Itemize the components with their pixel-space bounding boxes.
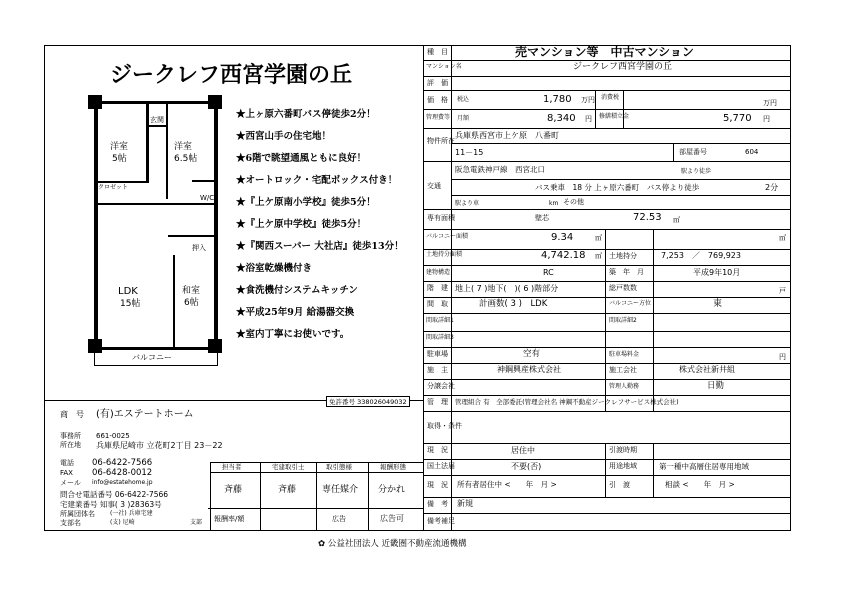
plan-balcony: バルコニー (132, 353, 172, 362)
feature-item: ★西宮山手の住宅地！ (236, 131, 332, 142)
feature-item: ★『上ケ原中学校』徒歩5分！ (236, 219, 367, 230)
staff-header: 宅建取引士 (272, 463, 305, 471)
postal: 661-0025 (96, 432, 130, 440)
inquiry-tel: 問合せ電話番号 06-6422-7566 (60, 490, 169, 499)
branch-suffix: 支部 (190, 519, 203, 526)
tel-label: 電話 (60, 459, 74, 467)
staff-header: 取引態様 (326, 463, 352, 471)
balcony-unit: ㎡ (595, 234, 602, 242)
detail3-label: 間取詳細3 (426, 334, 454, 341)
traffic-label: 交通 (427, 182, 441, 190)
address-label: 所在地 (60, 441, 81, 449)
balcony-unit-right: ㎡ (779, 234, 786, 242)
station-walk: 駅より車 (455, 200, 480, 207)
feature-item: ★上ヶ原六番町バス停徒歩2分！ (236, 109, 376, 120)
floors-label: 階 建 (427, 284, 448, 292)
builder: 神鋼興産株式会社 (497, 365, 561, 374)
rating-label: 評 価 (427, 79, 448, 87)
direction: 東 (713, 299, 723, 309)
property-name: ジークレフ西宮学園の丘 (573, 62, 673, 72)
area-type: 壁芯 (535, 214, 549, 222)
feature-item: ★平成25年9月 給湯器交換 (236, 307, 355, 318)
note: 新規 (457, 499, 473, 508)
bus-info: バス乗車 18 分 上ヶ原六番町 バス停より徒歩 (535, 183, 700, 192)
type-label: 種 目 (427, 48, 448, 56)
staff-value: 斉藤 (278, 485, 297, 495)
room-number: 604 (745, 148, 759, 156)
shogo-label: 商 号 (60, 410, 84, 419)
flyer-title: ジークレフ西宮学園の丘 (110, 62, 353, 88)
balcony-label: バルコニー面積 (426, 233, 469, 240)
staff-value: 分かれ (378, 485, 406, 495)
units-label: 総戸数数 (609, 284, 637, 292)
plan-room2: 洋室 (174, 142, 193, 152)
staff-header: 担当者 (222, 463, 242, 471)
footer-org (318, 537, 467, 549)
org-logo-icon: ✿ (318, 539, 326, 549)
share-value: 7,253 ／ 769,923 (661, 251, 741, 260)
floor-plan (88, 95, 228, 365)
staff-table (210, 462, 423, 531)
station: 阪急電鉄神戸線 西宮北口 (455, 165, 545, 174)
property-table (423, 45, 791, 531)
parking-fee-unit: 円 (779, 353, 786, 361)
layout: 計画数( 3 ) LDK (479, 299, 548, 309)
property-type: 売マンション等 中古マンション (515, 45, 694, 59)
structure-label: 建物構造 (426, 269, 451, 276)
hand: 相談 < 年 月 > (665, 480, 735, 489)
land-law: 不要(否) (511, 462, 542, 471)
staff-header: 報酬形態 (380, 463, 406, 471)
conditions-label: 取得・条件 (427, 422, 462, 430)
bus-walk: 2分 (765, 183, 779, 192)
units-unit: 戸 (779, 287, 786, 295)
mail-label: メール (60, 479, 81, 487)
area-unit: ㎡ (673, 216, 680, 224)
feature-item: ★室内丁寧にお使いです。 (236, 329, 350, 340)
share-label: 土地持分 (609, 252, 637, 260)
price-unit: 万円 (581, 96, 595, 104)
feature-item: ★『関西スーパー 大社店』徒歩13分！ (236, 241, 404, 252)
feature-item: ★食洗機付システムキッチン (236, 285, 358, 296)
price-value: 1,780 (543, 94, 572, 105)
assoc-label: 所属団体名 (60, 510, 95, 518)
fax: 06-6428-0012 (92, 468, 153, 478)
layout-label: 間 取 (427, 300, 448, 308)
current-label: 現 況 (427, 446, 448, 454)
mgmt-co-label: 管理人勤務 (609, 383, 640, 390)
ad-value: 広告可 (380, 514, 404, 523)
land-law-label: 国土法届 (427, 462, 455, 470)
ad-label: 広告 (332, 515, 346, 523)
supp-label: 備考補足 (427, 517, 455, 525)
plan-wa: 和室 (182, 286, 201, 296)
address: 兵庫県尼崎市 立花町2丁目 23－22 (96, 441, 223, 450)
detail1-label: 間取詳細1 (426, 317, 454, 324)
ad-row-label: 報酬率/額 (214, 515, 245, 523)
plan-wa-size: 6帖 (184, 298, 199, 308)
mgmt-co: 日勤 (707, 381, 725, 391)
plan-entrance: 玄関 (150, 116, 164, 124)
room-label: 部屋番号 (679, 148, 707, 156)
location: 兵庫県西宮市上ケ原 八番町 (455, 131, 559, 140)
contractor: 株式会社新井組 (679, 365, 735, 374)
mail: info@estatehome.jp (92, 479, 153, 486)
mgmt-prefix: 月額 (457, 115, 470, 122)
license-number: 免許番号 338026049032 (326, 396, 410, 407)
zone: 第一種中高層住居専用地域 (659, 462, 749, 471)
takken-number: 宅建業番号 知事( 3 )28363号 (60, 500, 162, 509)
structure: RC (543, 268, 554, 277)
parking-fee-label: 駐車場料金 (609, 351, 640, 358)
status-label: 現 況 (427, 481, 448, 489)
built: 平成9年10月 (693, 268, 741, 277)
plan-room1: 洋室 (110, 142, 129, 152)
repair-value: 5,770 (723, 113, 752, 124)
land-unit: ㎡ (595, 252, 602, 260)
plan-ldk-size: 15帖 (120, 299, 141, 309)
parking: 空有 (523, 349, 541, 359)
detail2-label: 間取詳細2 (609, 317, 637, 324)
name-label: マンション名 (426, 63, 462, 70)
feature-item: ★浴室乾燥機付き (236, 263, 313, 274)
lot: 11－15 (455, 148, 484, 157)
direction-label: バルコニー方位 (609, 300, 652, 307)
land-label: 土地持分面積 (426, 251, 463, 258)
plan-storage: 押入 (192, 244, 206, 252)
floors: 地上( 7 )地下( )( 6 )階部分 (455, 284, 559, 293)
plan-room2-size: 6.5帖 (174, 154, 198, 164)
footer-text: 公益社団法人 近畿圏不動産流通機構 (327, 539, 467, 549)
plan-ldk: LDK (118, 286, 138, 297)
location-label: 物件所在 (427, 137, 455, 145)
repair-yen: 円 (763, 115, 770, 123)
staff-value: 斉藤 (224, 485, 243, 495)
manage-label: 管 理 (427, 398, 448, 406)
price-prefix: 税込 (457, 96, 470, 103)
status: 所有者居住中 < 年 月 > (457, 480, 557, 489)
area-value: 72.53 (633, 212, 662, 223)
area-label: 専有面積 (427, 214, 455, 222)
feature-item: ★オートロック・宅配ボックス付き！ (236, 175, 398, 186)
assoc: (一社) 兵庫宅建 (110, 510, 153, 517)
mgmt-value: 8,340 (547, 113, 576, 124)
plan-wic: W/C (200, 194, 215, 202)
km-unit: km (549, 200, 559, 207)
tel: 06-6422-7566 (92, 458, 153, 468)
hand-label: 引 渡 (609, 481, 630, 489)
sale-label: 分譲会社 (427, 382, 455, 390)
station-suffix: 駅より徒歩 (681, 168, 712, 175)
branch: (支) 尼崎 (110, 519, 135, 526)
fax-label: FAX (60, 469, 73, 477)
branch-label: 支部名 (60, 519, 81, 527)
feature-item: ★6階で眺望通風ともに良好！ (236, 153, 367, 164)
zone-label: 用途地域 (609, 462, 637, 470)
parking-label: 駐車場 (427, 350, 448, 358)
repair-label: 修繕積立金 (599, 113, 630, 120)
land-value: 4,742.18 (541, 250, 586, 261)
mgmt-yen: 円 (585, 115, 592, 123)
price-label: 価 格 (427, 96, 448, 104)
staff-value: 専任媒介 (322, 485, 359, 495)
tax-unit: 万円 (763, 99, 777, 107)
current: 居住中 (511, 446, 535, 455)
company-name: (有)エステートホーム (96, 409, 194, 420)
office-label: 事務所 (60, 432, 81, 440)
note-label: 備 考 (427, 500, 448, 508)
feature-item: ★『上ケ原南小学校』徒歩5分！ (236, 197, 376, 208)
balcony-value: 9.34 (551, 232, 574, 243)
deliver-label: 引渡時期 (609, 446, 637, 454)
tax-label: 消費税 (601, 94, 620, 101)
manage: 管理組合 有 全部委託(管理会社名 神鋼不動産ジークレフサービス株式会社) (455, 398, 679, 406)
mgmt-label: 管理費等 (426, 114, 451, 121)
contractor-label: 施工会社 (609, 366, 637, 374)
built-label: 築 年 月 (609, 268, 644, 276)
other-label: その他 (563, 198, 584, 206)
plan-room1-size: 5帖 (112, 154, 127, 164)
plan-closet: クロゼット (98, 184, 128, 191)
builder-label: 施 主 (427, 366, 448, 374)
